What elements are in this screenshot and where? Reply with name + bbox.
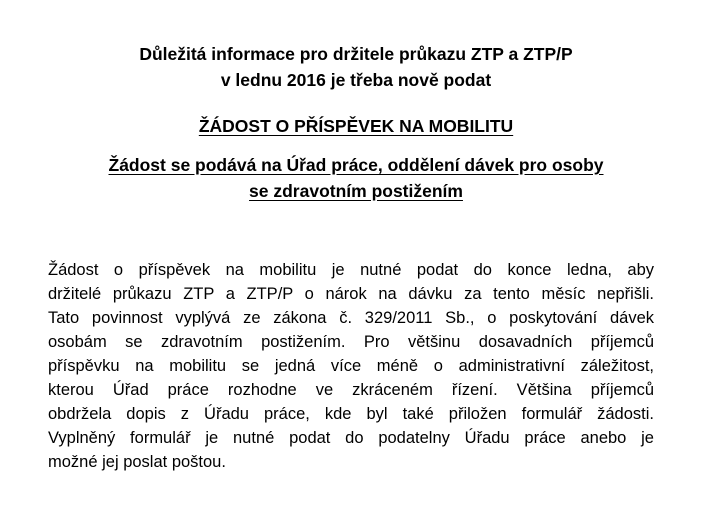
paragraph-line: kterou Úřad práce rozhodne ve zkráceném řízení. Většina příjemců — [48, 381, 654, 399]
paragraph-line: osobám se zdravotním postižením. Pro většinu dosavadních příjemců — [48, 333, 654, 351]
paragraph-line: Vyplněný formulář je nutné podat do podatelny Úřadu práce anebo je — [48, 429, 654, 447]
subheadline-line-2: se zdravotním postižením — [249, 181, 463, 201]
paragraph-line: Žádost o příspěvek na mobilitu je nutné podat do konce ledna, aby — [48, 261, 654, 279]
document-subheadline — [0, 152, 712, 204]
title-line-2: v lednu 2016 je třeba nově podat — [220, 70, 492, 90]
paragraph-line: držitelé průkazu ZTP a ZTP/P o nárok na dávku za tento měsíc nepřišli. — [48, 285, 654, 303]
paragraph-line: příspěvku na mobilitu se jedná více méně o administrativní záležitost, — [48, 357, 654, 375]
title-line-1: Důležitá informace pro držitele průkazu ZTP a ZTP/P — [139, 44, 573, 64]
subheadline-line-1: Žádost se podává na Úřad práce, oddělení dávek pro osoby — [108, 155, 604, 175]
body-paragraph — [48, 258, 654, 474]
headline-text: ŽÁDOST O PŘÍSPĚVEK NA MOBILITU — [198, 116, 514, 136]
paragraph-line: Tato povinnost vyplývá ze zákona č. 329/2011 Sb., o poskytování dávek — [48, 309, 654, 327]
paragraph-line: obdržela dopis z Úřadu práce, kde byl také přiložen formulář žádosti. — [48, 405, 654, 423]
document-title — [0, 41, 712, 93]
document-headline — [0, 113, 712, 139]
paragraph-line: možné jej poslat poštou. — [48, 453, 226, 471]
